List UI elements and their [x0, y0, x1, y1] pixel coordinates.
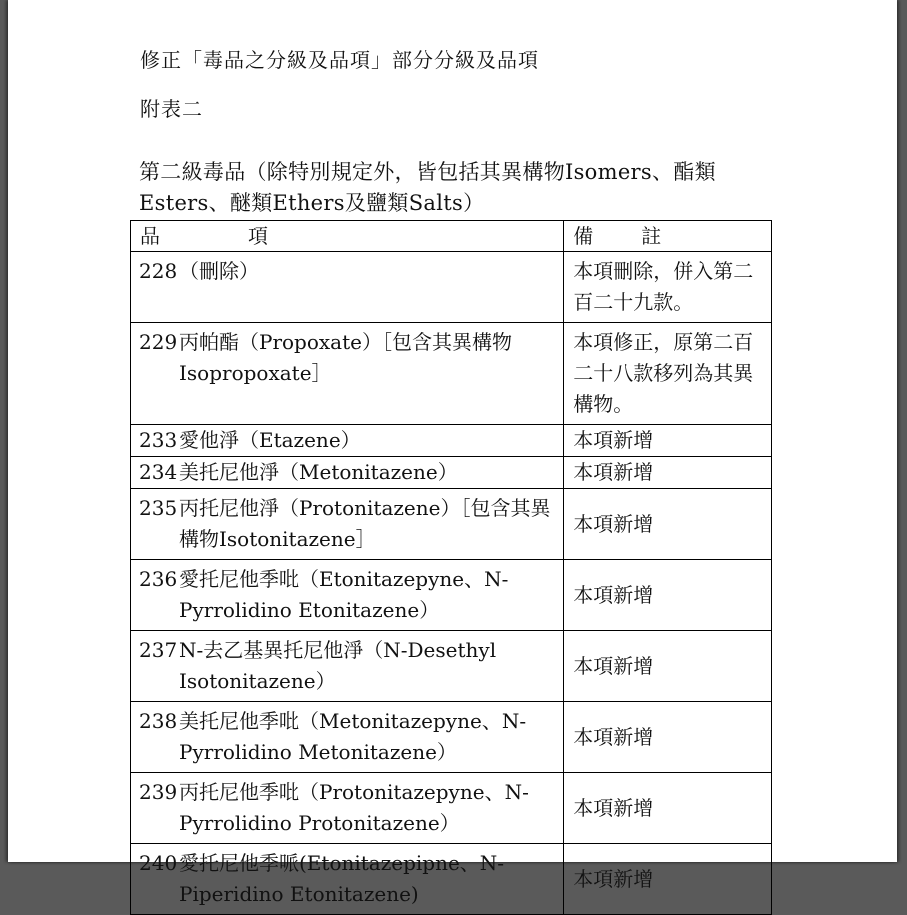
item-number: 239 — [139, 780, 178, 804]
item-number: 233 — [139, 428, 178, 452]
column-header-item — [131, 221, 564, 252]
item-name: （刪除） — [179, 259, 259, 283]
note-cell: 本項新增 — [564, 702, 772, 773]
item-cell — [131, 702, 564, 773]
table-row — [131, 560, 772, 631]
table-row — [131, 489, 772, 560]
item-number: 237 — [139, 638, 178, 662]
item-name: 丙托尼他季吡（Protonitazepyne、N-Pyrrolidino Protonitazene） — [179, 780, 529, 835]
item-cell — [131, 489, 564, 560]
header-item-char-2: 項 — [248, 224, 268, 248]
item-cell — [131, 252, 564, 323]
note-cell: 本項新增 — [564, 457, 772, 489]
header-note-char-1: 備 — [573, 224, 594, 248]
item-cell — [131, 773, 564, 844]
table-row — [131, 252, 772, 323]
table-row — [131, 844, 772, 915]
drug-table — [130, 220, 772, 915]
item-number: 229 — [139, 330, 178, 354]
item-cell — [131, 425, 564, 457]
table-header-row — [131, 221, 772, 252]
item-number: 234 — [139, 460, 178, 484]
table-heading: 第二級毒品（除特別規定外，皆包括其異構物Isomers、酯類Esters、醚類Ethers及鹽類Salts） — [139, 160, 716, 215]
note-cell: 本項刪除，併入第二百二十九款。 — [564, 252, 772, 323]
item-name: 美托尼他季吡（Metonitazepyne、N-Pyrrolidino Metonitazene） — [179, 709, 527, 764]
item-number: 235 — [139, 496, 178, 520]
item-name: 美托尼他淨（Metonitazene） — [179, 460, 458, 484]
item-cell — [131, 844, 564, 915]
note-cell: 本項新增 — [564, 489, 772, 560]
note-cell: 本項新增 — [564, 773, 772, 844]
item-name: 愛他淨（Etazene） — [179, 428, 361, 452]
item-number: 238 — [139, 709, 178, 733]
item-cell — [131, 323, 564, 425]
item-cell — [131, 560, 564, 631]
note-cell: 本項新增 — [564, 560, 772, 631]
item-name: 愛托尼他季吡（Etonitazepyne、N-Pyrrolidino Etonitazene） — [179, 567, 509, 622]
item-number: 236 — [139, 567, 178, 591]
header-note-char-2: 註 — [641, 224, 662, 248]
note-cell: 本項修正，原第二百二十八款移列為其異構物。 — [564, 323, 772, 425]
table-row — [131, 773, 772, 844]
header-item-char-1: 品 — [140, 224, 160, 248]
item-name: 愛托尼他季哌(Etonitazepipne、N-Piperidino Etonitazene) — [179, 851, 505, 906]
item-name: N-去乙基異托尼他淨（N-Desethyl Isotonitazene） — [179, 638, 497, 693]
note-cell: 本項新增 — [564, 844, 772, 915]
item-number: 228 — [139, 259, 178, 283]
table-row — [131, 702, 772, 773]
item-name: 丙托尼他淨（Protonitazene）［包含其異構物Isotonitazene］ — [179, 496, 551, 551]
table-row — [131, 425, 772, 457]
item-cell — [131, 631, 564, 702]
column-header-note — [564, 221, 772, 252]
appendix-label: 附表二 — [140, 97, 203, 121]
item-name: 丙帕酯（Propoxate）［包含其異構物Isopropoxate］ — [179, 330, 512, 385]
document-page — [8, 0, 897, 906]
table-row — [131, 457, 772, 489]
table-row — [131, 631, 772, 702]
table-row — [131, 323, 772, 425]
item-cell — [131, 457, 564, 489]
note-cell: 本項新增 — [564, 631, 772, 702]
document-title: 修正「毒品之分級及品項」部分分級及品項 — [140, 48, 539, 72]
note-cell: 本項新增 — [564, 425, 772, 457]
item-number: 240 — [139, 851, 178, 875]
